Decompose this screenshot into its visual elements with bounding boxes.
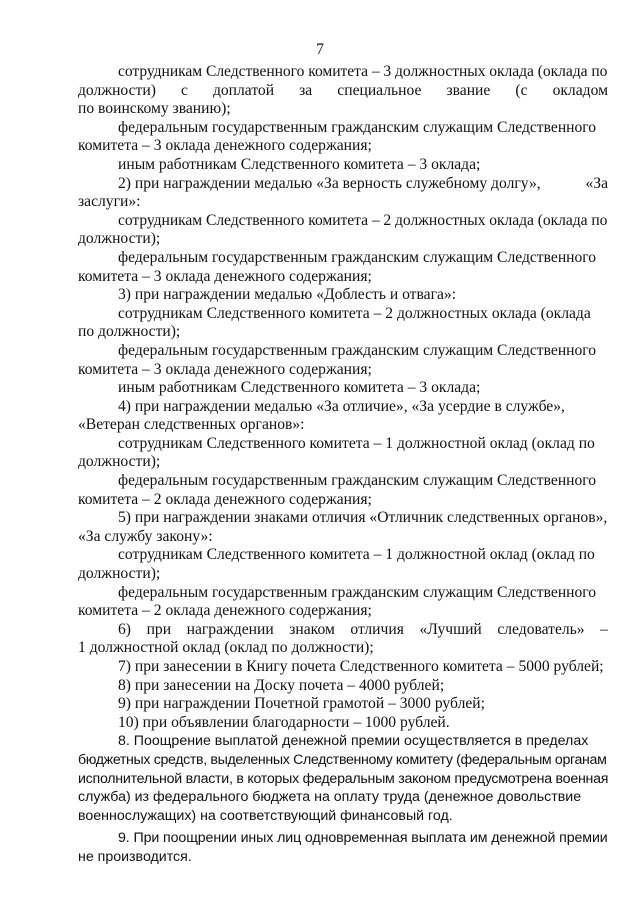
- text-line: 9) при награждении Почетной грамотой – 3000 рублей;: [118, 695, 485, 713]
- text-line: комитета – 3 оклада денежного содержания;: [78, 267, 372, 285]
- word: доплатой: [212, 81, 275, 99]
- word: –: [600, 620, 608, 638]
- text-line: «За службу закону»:: [78, 527, 213, 545]
- text-line: федеральным государственным гражданским служащим Следственного: [118, 248, 597, 266]
- text-line: должности);: [78, 230, 161, 248]
- text-line: сотрудникам Следственного комитета – 1 должностной оклад (оклад по: [118, 546, 595, 564]
- text-line: федеральным государственным гражданским служащим Следственного: [118, 472, 597, 490]
- text-line: 5) при награждении знаками отличия «Отличник следственных органов»,: [118, 509, 608, 527]
- text-line: 8) при занесении на Доску почета – 4000 рублей;: [118, 676, 445, 694]
- text-segment: 2) при награждении медалью «За верность служебному долгу»,: [118, 174, 541, 192]
- text-line: сотрудникам Следственного комитета – 2 должностных оклада (оклада по: [118, 211, 608, 229]
- text-line: сотрудникам Следственного комитета – 3 должностных оклада (оклада по: [118, 63, 608, 80]
- paragraph-8: [78, 732, 608, 825]
- document-body: [78, 63, 608, 867]
- text-line: 1 должностной оклад (оклад по должности);: [78, 639, 374, 657]
- text-line: федеральным государственным гражданским служащим Следственного: [118, 341, 597, 359]
- word: 6): [118, 620, 131, 638]
- text-line: 10) при объявлении благодарности – 1000 рублей.: [118, 713, 450, 731]
- text-line: должности);: [78, 565, 161, 583]
- text-line: «Ветеран следственных органов»:: [78, 416, 305, 434]
- word: окладом: [552, 81, 608, 99]
- text-line: сотрудникам Следственного комитета – 2 должностных оклада (оклада: [118, 304, 591, 322]
- word: следователь»: [497, 620, 585, 638]
- word: с: [180, 81, 188, 99]
- text-line: комитета – 2 оклада денежного содержания;: [78, 602, 372, 620]
- text-line: заслуги»:: [78, 193, 141, 211]
- text-line: 3) при награждении медалью «Доблесть и отвага»:: [118, 286, 457, 304]
- text-line: не производится.: [78, 848, 192, 865]
- word: при: [146, 620, 172, 638]
- text-line-justified: [78, 621, 608, 640]
- text-line-justified: [78, 175, 608, 194]
- text-line: служба) из федерального бюджета на оплату труда (денежное довольствие: [78, 789, 582, 806]
- text-line: бюджетных средств, выделенных Следственному комитету (федеральным органам: [78, 751, 607, 768]
- page-number: 7: [316, 41, 324, 58]
- paragraph-9: [78, 829, 608, 866]
- text-line: по должности);: [78, 323, 181, 341]
- word: звание: [446, 81, 491, 99]
- word: «Лучший: [419, 620, 482, 638]
- text-line: должности);: [78, 453, 161, 471]
- text-line: 7) при занесении в Книгу почета Следственного комитета – 5000 рублей;: [118, 658, 604, 675]
- word: должности): [78, 81, 156, 99]
- text-line: 4) при награждении медалью «За отличие», «За усердие в службе»,: [118, 397, 565, 415]
- text-line: иным работникам Следственного комитета – 3 оклада;: [118, 379, 481, 397]
- text-line: 8. Поощрение выплатой денежной премии осуществляется в пределах: [118, 733, 589, 750]
- text-line: военнослужащих) на соответствующий финансовый год.: [78, 807, 453, 824]
- text-line: исполнительной власти, в которых федеральным законом предусмотрена военная: [78, 770, 609, 787]
- text-line: по воинскому званию);: [78, 100, 231, 118]
- text-line-justified: [78, 82, 608, 101]
- text-line: комитета – 3 оклада денежного содержания;: [78, 360, 372, 378]
- text-line: иным работникам Следственного комитета – 3 оклада;: [118, 155, 481, 173]
- text-line: комитета – 2 оклада денежного содержания;: [78, 490, 372, 508]
- text-line: сотрудникам Следственного комитета – 1 должностной оклад (оклад по: [118, 434, 595, 452]
- text-line: федеральным государственным гражданским служащим Следственного: [118, 583, 597, 601]
- word: (с: [515, 81, 528, 99]
- text-line: комитета – 3 оклада денежного содержания;: [78, 137, 372, 155]
- text-segment: «За: [585, 174, 608, 192]
- text-line: федеральным государственным гражданским служащим Следственного: [118, 118, 597, 136]
- word: отличия: [350, 620, 404, 638]
- word: специальное: [337, 81, 422, 99]
- text-line: 9. При поощрении иных лиц одновременная выплата им денежной премии: [118, 830, 608, 847]
- word: знаком: [289, 620, 335, 638]
- word: за: [299, 81, 313, 99]
- word: награждении: [186, 620, 274, 638]
